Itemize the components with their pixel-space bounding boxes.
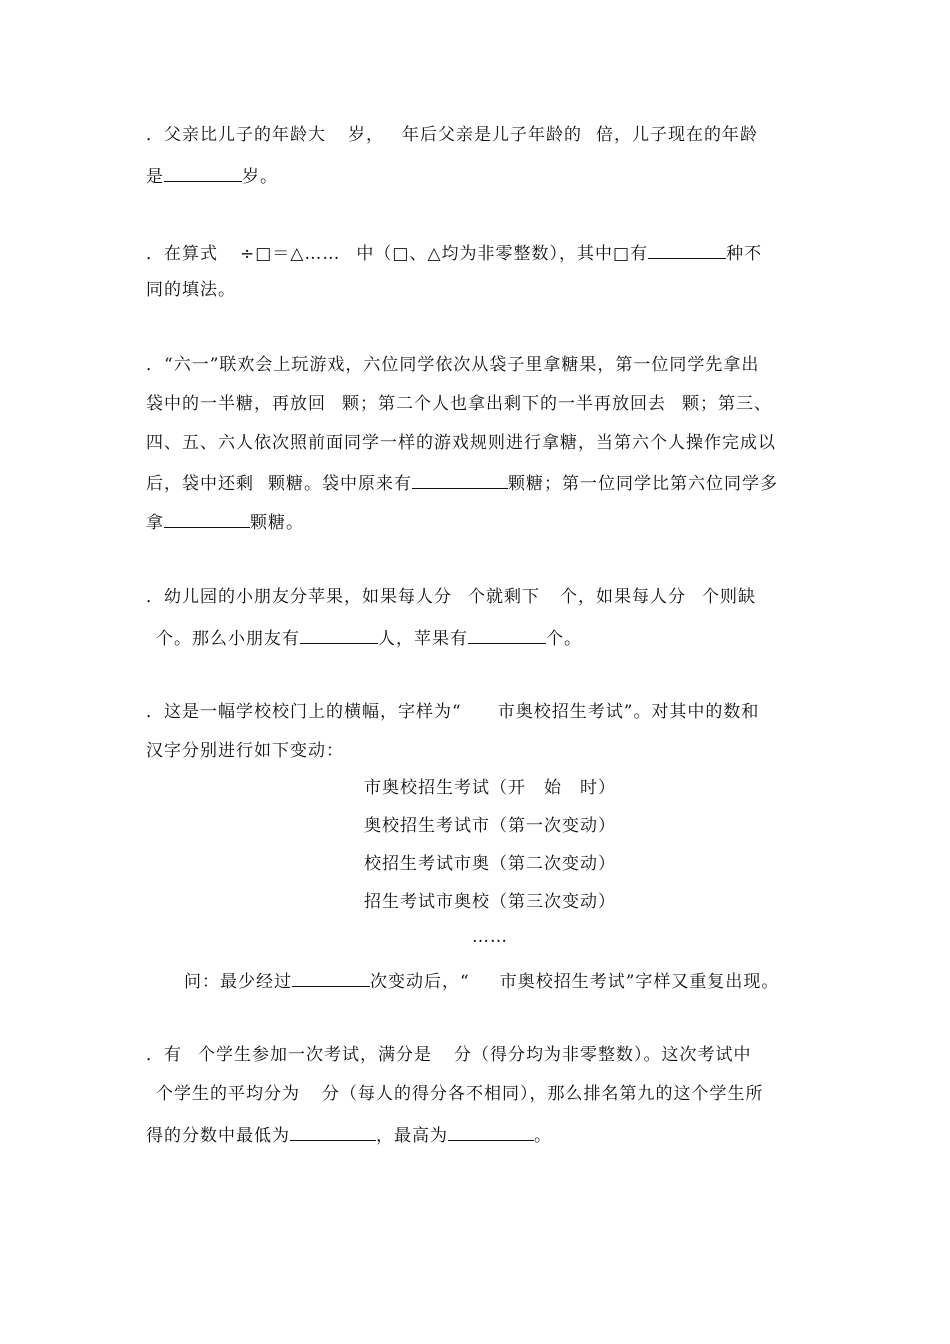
- q2-text-b: ÷□＝△……: [240, 244, 341, 264]
- q3-text-b: 颗；第二个人也拿出剩下的一半再放回去: [342, 394, 666, 414]
- q5-row-2: 校招生考试市奥（第二次变动）: [364, 854, 616, 874]
- answer-blank[interactable]: [164, 509, 250, 528]
- q6-line1: [146, 1044, 752, 1066]
- q2-text-c: 中（□、△均为非零整数），其中□有: [356, 244, 649, 264]
- q4-line1: [146, 586, 756, 608]
- q6-text-h: 。: [534, 1126, 552, 1146]
- answer-blank[interactable]: [290, 1122, 376, 1141]
- q3-text-d: 后，袋中还剩: [146, 474, 254, 494]
- q1-text-f: 岁。: [242, 167, 278, 187]
- q1-text-e: 是: [146, 167, 164, 187]
- q1-line1: [146, 124, 758, 146]
- q6-text-b: 个学生参加一次考试，满分是: [198, 1045, 432, 1065]
- q5-line1: [146, 701, 759, 723]
- q5-text-e: 市奥校招生考试”字样又重复出现。: [499, 972, 780, 992]
- q5-row-1: 奥校招生考试市（第一次变动）: [364, 816, 616, 836]
- q4-text-c: 个，如果每人分: [560, 587, 686, 607]
- q1-text-a: ．父亲比儿子的年龄大: [146, 125, 326, 145]
- q6-text-f: 得的分数中最低为: [146, 1126, 290, 1146]
- q6-text-d: 个学生的平均分为: [156, 1084, 300, 1104]
- q4-text-g: 个。: [546, 629, 582, 649]
- q5-text-d: 次变动后，“: [370, 972, 470, 992]
- q6-text-a: ．有: [146, 1045, 182, 1065]
- q3-text-f: 颗糖；第一位同学比第六位同学多: [508, 474, 778, 494]
- answer-blank[interactable]: [164, 163, 242, 182]
- q1-text-d: 倍，儿子现在的年龄: [596, 125, 758, 145]
- q4-text-b: 个就剩下: [468, 587, 540, 607]
- q3-text-h: 颗糖。: [250, 513, 304, 533]
- q5-text-c: 问：最少经过: [184, 972, 292, 992]
- q2-line1: [146, 240, 762, 265]
- q4-line2: [146, 625, 582, 650]
- q4-text-e: 个。那么小朋友有: [156, 629, 300, 649]
- q6-line3: [146, 1122, 552, 1147]
- q5-line2: 汉字分别进行如下变动：: [146, 741, 344, 761]
- q2-text-a: ．在算式: [146, 244, 218, 264]
- q3-text-e: 颗糖。袋中原来有: [268, 474, 412, 494]
- q5-text-a: ．这是一幅学校校门上的横幅，字样为“: [146, 702, 462, 722]
- q6-text-c: 分（得分均为非零整数）。这次考试中: [454, 1045, 752, 1065]
- q3-text-a: 袋中的一半糖，再放回: [146, 394, 326, 414]
- answer-blank[interactable]: [412, 470, 508, 489]
- q6-text-e: 分（每人的得分各不相同），那么排名第九的这个学生所: [322, 1084, 764, 1104]
- q4-text-a: ．幼儿园的小朋友分苹果，如果每人分: [146, 587, 452, 607]
- q1-text-c: 年后父亲是儿子年龄的: [402, 125, 582, 145]
- q4-text-d: 个则缺: [702, 587, 756, 607]
- q5-ellipsis: ……: [472, 927, 508, 947]
- answer-blank[interactable]: [300, 625, 378, 644]
- q5-row-3: 招生考试市奥校（第三次变动）: [364, 892, 616, 912]
- answer-blank[interactable]: [448, 1122, 534, 1141]
- q3-line3: 四、五、六人依次照前面同学一样的游戏规则进行拿糖，当第六个人操作完成以: [146, 433, 776, 453]
- answer-blank[interactable]: [468, 625, 546, 644]
- q3-text-c: 颗；第三、: [682, 394, 772, 414]
- q1-line2: [146, 163, 278, 188]
- q2-text-d: 种不: [726, 244, 763, 264]
- q3-line5: [146, 509, 304, 534]
- q6-text-g: ，最高为: [376, 1126, 448, 1146]
- q3-line4: [146, 470, 778, 495]
- answer-blank[interactable]: [292, 968, 370, 987]
- q5-row-0: 市奥校招生考试（开 始 时）: [364, 778, 616, 798]
- q1-text-b: 岁，: [348, 125, 384, 145]
- q3-line1: ．“六一”联欢会上玩游戏，六位同学依次从袋子里拿糖果，第一位同学先拿出: [146, 355, 760, 375]
- answer-blank[interactable]: [648, 240, 726, 259]
- q2-line2: 同的填法。: [146, 280, 236, 300]
- q5-text-b: 市奥校招生考试”。对其中的数和: [497, 702, 760, 722]
- q4-text-f: 人，苹果有: [378, 629, 468, 649]
- q5-question: [184, 968, 779, 993]
- q6-line2: [146, 1083, 764, 1105]
- q3-line2: [146, 393, 772, 415]
- q3-text-g: 拿: [146, 513, 164, 533]
